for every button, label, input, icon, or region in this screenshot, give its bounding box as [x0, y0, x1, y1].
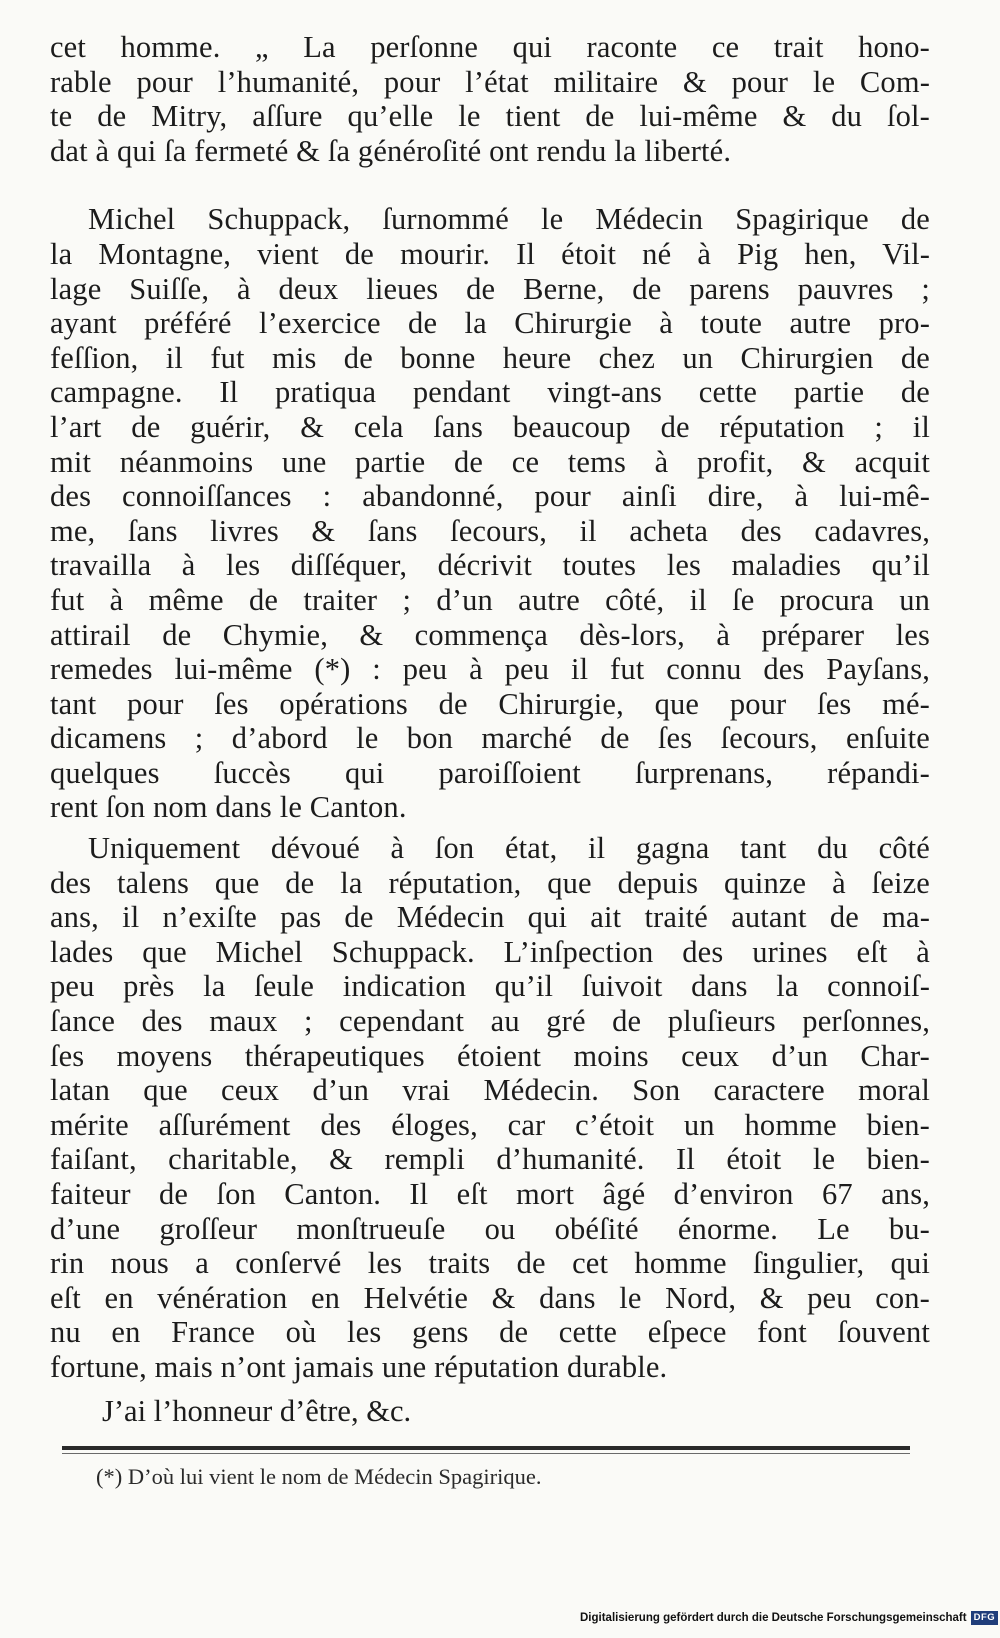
text-line: des talens que de la réputation, que depuis quinze à ſeize: [50, 865, 930, 900]
footnote-rule-thin: [62, 1453, 910, 1454]
footnote-rule: [62, 1446, 910, 1450]
text-line: latan que ceux d’un vrai Médecin. Son caractere moral: [50, 1073, 930, 1108]
text-line: Uniquement dévoué à ſon état, il gagna tant du côté: [88, 831, 930, 866]
text-line: fut à même de traiter ; d’un autre côté, il ſe procura un: [50, 582, 930, 617]
text-line: des connoiſſances : abandonné, pour ainſi dire, à lui-mê-: [50, 479, 930, 514]
text-line: ayant préféré l’exercice de la Chirurgie à toute autre pro-: [50, 306, 930, 341]
text-line: d’une groſſeur monſtrueuſe ou obéſité énorme. Le bu-: [50, 1211, 930, 1246]
text-line: dicamens ; d’abord le bon marché de ſes ſecours, enſuite: [50, 721, 930, 756]
footnote: (*) D’où lui vient le nom de Médecin Spagirique.: [96, 1464, 542, 1489]
text-line: peu près la ſeule indication qu’il ſuivoit dans la connoiſ-: [50, 969, 930, 1004]
credit-text: Digitalisierung gefördert durch die Deutsche Forschungsgemeinschaft: [580, 1612, 967, 1624]
text-line: dat à qui ſa fermeté & ſa généroſité ont rendu la liberté.: [50, 133, 732, 168]
text-line: remedes lui-même (*) : peu à peu il fut connu des Payſans,: [50, 652, 930, 687]
text-line: rent ſon nom dans le Canton.: [50, 790, 407, 825]
text-line: lage Suiſſe, à deux lieues de Berne, de parens pauvres ;: [50, 271, 930, 306]
paragraph-3: [50, 831, 930, 1385]
paragraph-2: [50, 202, 930, 825]
text-line: mérite aſſurément des éloges, car c’étoit un homme bien-: [50, 1107, 930, 1142]
text-line: feſſion, il fut mis de bonne heure chez un Chirurgien de: [50, 340, 930, 375]
text-line: rable pour l’humanité, pour l’état militaire & pour le Com-: [50, 64, 930, 99]
text-line: l’art de guérir, & cela ſans beaucoup de réputation ; il: [50, 409, 930, 444]
text-line: la Montagne, vient de mourir. Il étoit né à Pig hen, Vil-: [50, 236, 930, 271]
closing-salutation: J’ai l’honneur d’être, &c.: [102, 1393, 412, 1428]
text-line: mit néanmoins une partie de ce tems à profit, & acquit: [50, 444, 930, 479]
text-line: te de Mitry, aſſure qu’elle le tient de lui-même & du ſol-: [50, 99, 930, 134]
text-line: travailla à les diſſéquer, décrivit toutes les maladies qu’il: [50, 548, 930, 583]
text-line: me, ſans livres & ſans ſecours, il acheta des cadavres,: [50, 513, 930, 548]
body-text: [50, 30, 930, 1433]
text-line: ſes moyens thérapeutiques étoient moins ceux d’un Char-: [50, 1038, 930, 1073]
paragraph-gap: [50, 168, 930, 202]
text-line: faiteur de ſon Canton. Il eſt mort âgé d’environ 67 ans,: [50, 1177, 930, 1211]
text-line: campagne. Il pratiqua pendant vingt-ans cette partie de: [50, 375, 930, 410]
text-line: tant pour ſes opérations de Chirurgie, que pour ſes mé-: [50, 686, 930, 721]
digitization-credit: [580, 1608, 998, 1628]
text-line: quelques ſuccès qui paroiſſoient ſurprenans, répandi-: [50, 755, 930, 790]
text-line: attirail de Chymie, & commença dès-lors, à préparer les: [50, 617, 930, 652]
text-line: cet homme. „ La perſonne qui raconte ce trait hono-: [50, 30, 930, 64]
text-line: rin nous a conſervé les traits de cet homme ſingulier, qui: [50, 1246, 930, 1281]
text-line: lades que Michel Schuppack. L’inſpection des urines eſt à: [50, 934, 930, 969]
text-line: fortune, mais n’ont jamais une réputation durable.: [50, 1349, 668, 1384]
dfg-logo-icon: DFG: [971, 1611, 999, 1625]
text-line: Michel Schuppack, ſurnommé le Médecin Spagirique de: [88, 202, 930, 237]
text-line: nu en France où les gens de cette eſpece font ſouvent: [50, 1315, 930, 1350]
text-line: ſance des maux ; cependant au gré de pluſieurs perſonnes,: [50, 1004, 930, 1039]
text-line: eſt en vénération en Helvétie & dans le Nord, & peu con-: [50, 1280, 930, 1315]
text-line: ans, il n’exiſte pas de Médecin qui ait traité autant de ma-: [50, 900, 930, 935]
paragraph-1: [50, 30, 930, 168]
text-line: faiſant, charitable, & rempli d’humanité. Il étoit le bien-: [50, 1142, 930, 1177]
